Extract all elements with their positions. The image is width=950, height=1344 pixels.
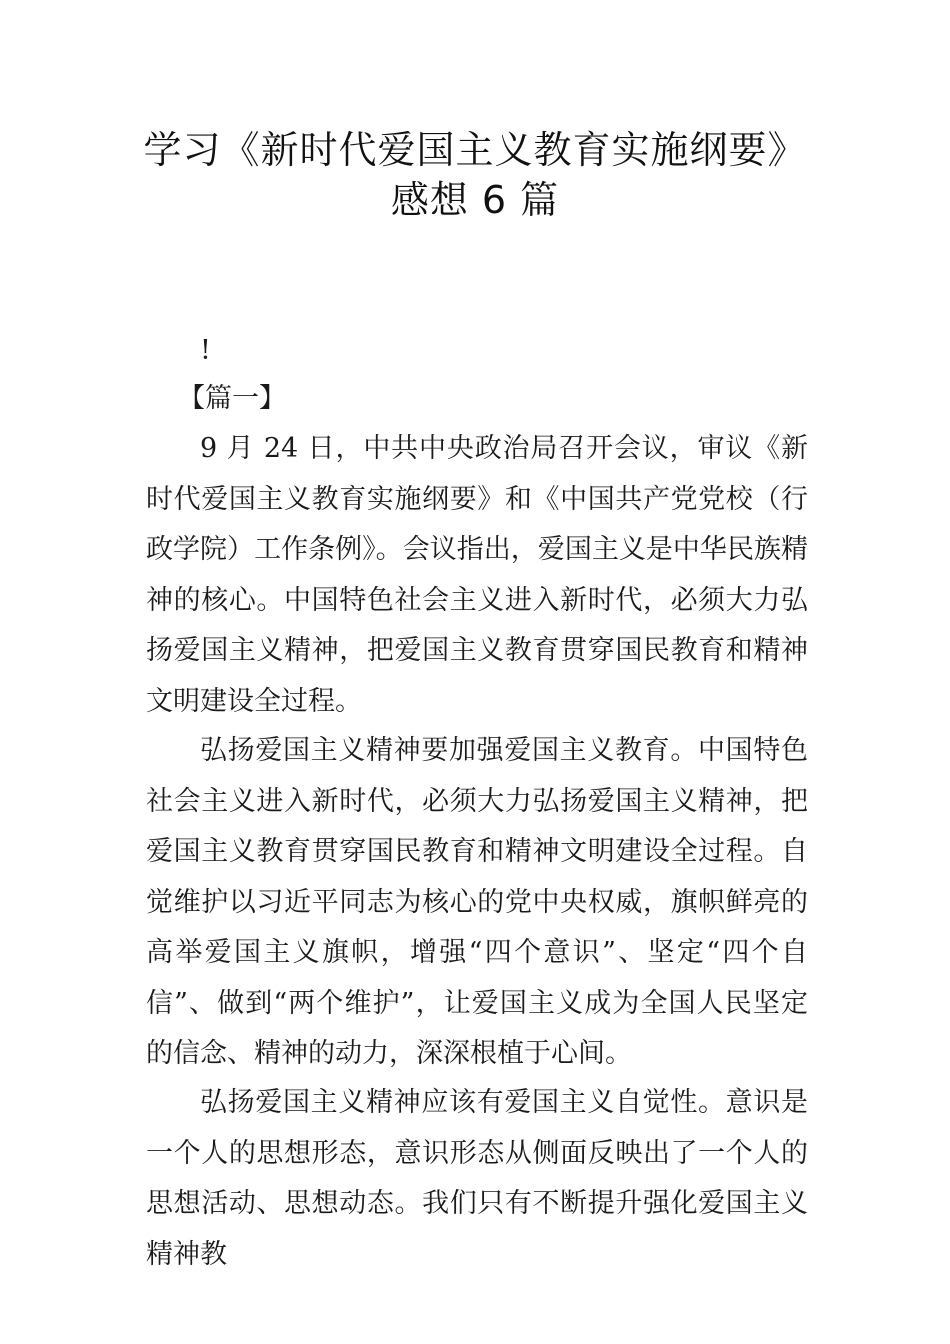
paragraph-3: 弘扬爱国主义精神应该有爱国主义自觉性。意识是一个人的思想形态，意识形态从侧面反映出了一个人的思想活动、思想动态。我们只有不断提升强化爱国主义精神教 bbox=[146, 1087, 808, 1270]
section-heading: 【篇一】 bbox=[178, 383, 286, 414]
paragraph-2: 弘扬爱国主义精神要加强爱国主义教育。中国特色社会主义进入新时代，必须大力弘扬爱国主义精神，把爱国主义教育贯穿国民教育和精神文明建设全过程。自觉维护以习近平同志为核心的党中央权威，旗帜鲜亮的高举爱国主义旗帜，增强“四个意识”、坚定“四个自信”、做到“两个维护”，让爱国主义成为全国人民坚定的信念、精神的动力，深深根植于心间。 bbox=[146, 735, 808, 1069]
paragraph-1: 9 月 24 日，中共中央政治局召开会议，审议《新时代爱国主义教育实施纲要》和《中国共产党党校（行政学院）工作条例》。会议指出，爱国主义是中华民族精神的核心。中国特色社会主义进入新时代，必须大力弘扬爱国主义精神，把爱国主义教育贯穿国民教育和精神文明建设全过程。 bbox=[146, 433, 808, 717]
stray-mark: ! bbox=[200, 335, 211, 366]
document-title-line-1: 学习《新时代爱国主义教育实施纲要》 bbox=[143, 128, 807, 172]
document-title-line-2: 感想 6 篇 bbox=[390, 178, 560, 222]
